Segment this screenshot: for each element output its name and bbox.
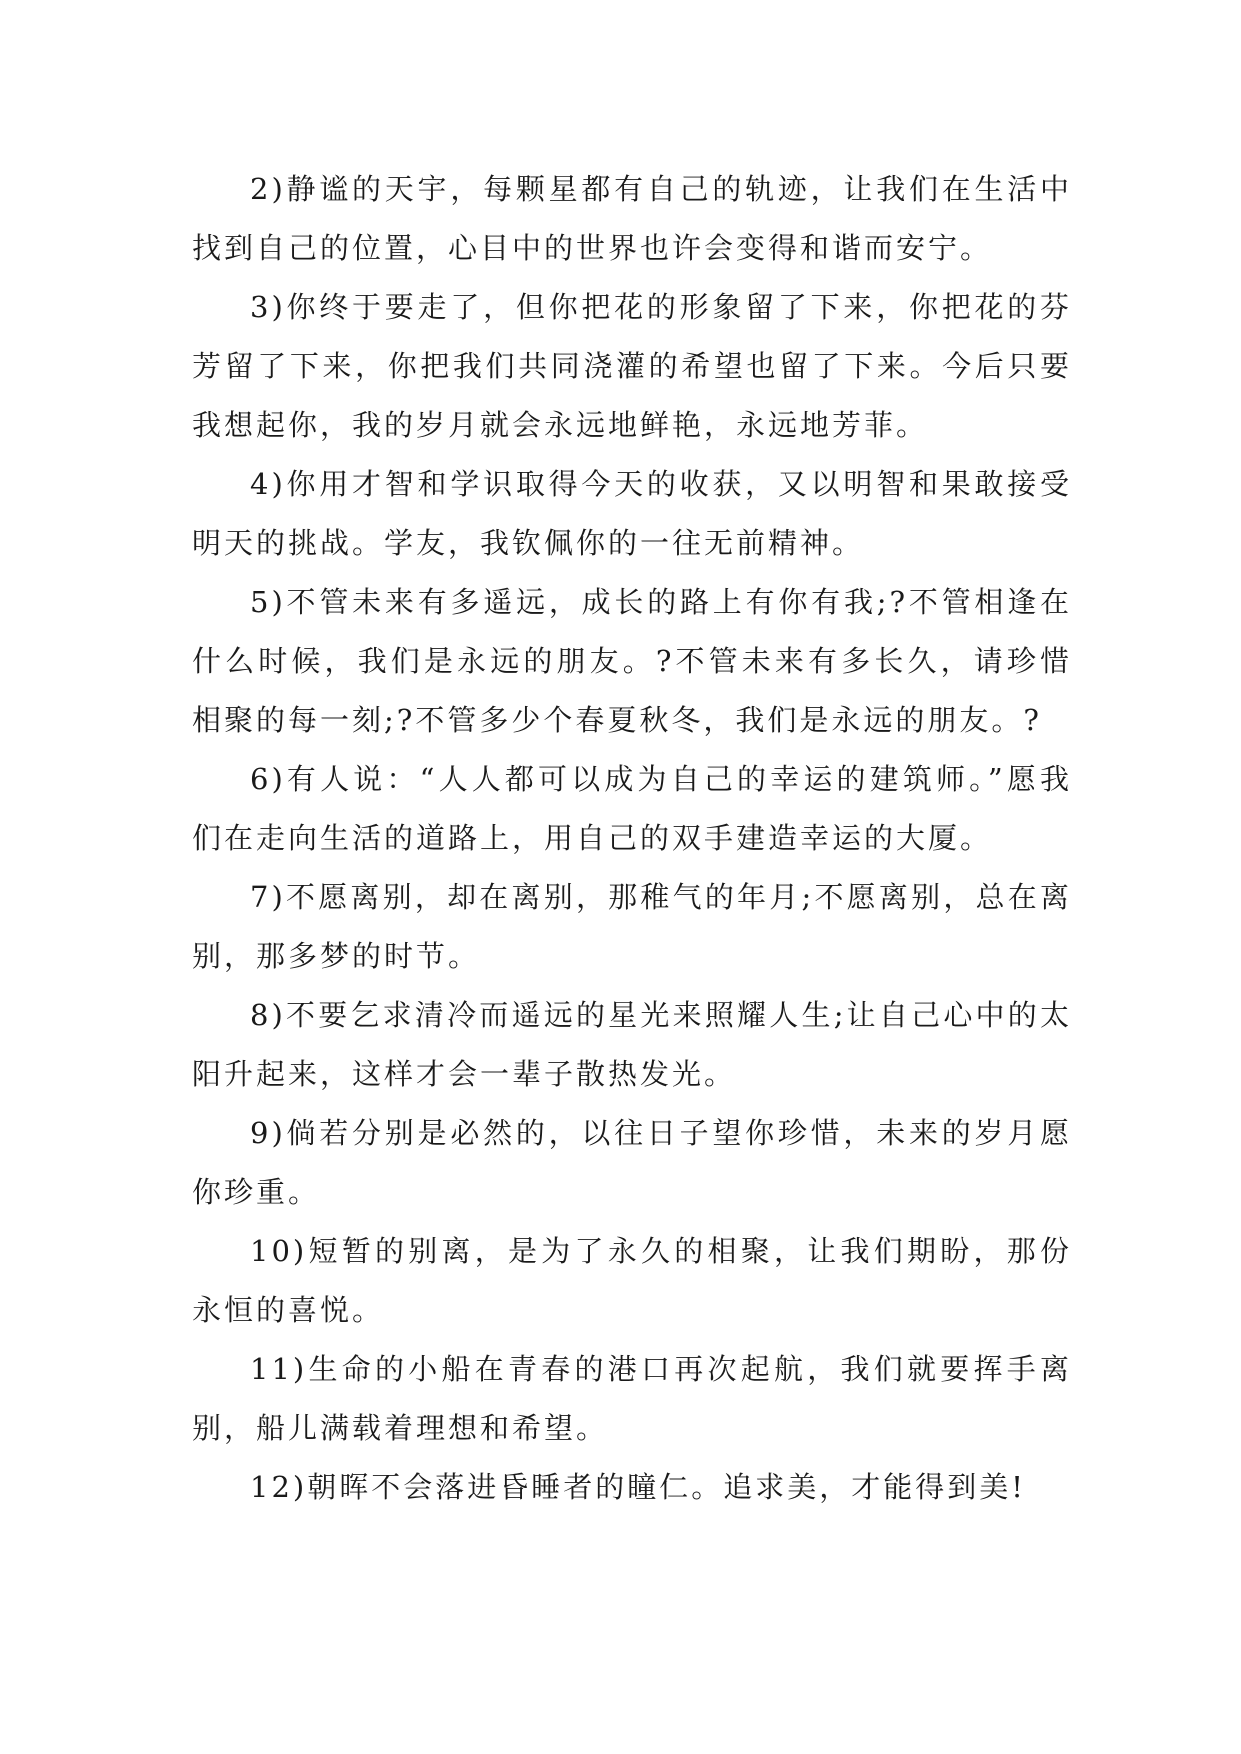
paragraph-5: 5)不管未来有多遥远，成长的路上有你有我;?不管相逢在什么时候，我们是永远的朋友。?不管未来有多长久，请珍惜相聚的每一刻;?不管多少个春夏秋冬，我们是永远的朋友。? (192, 585, 1072, 737)
paragraph-4: 4)你用才智和学识取得今天的收获，又以明智和果敢接受明天的挑战。学友，我钦佩你的一往无前精神。 (192, 467, 1072, 560)
paragraph-10: 10)短暂的别离，是为了永久的相聚，让我们期盼，那份永恒的喜悦。 (192, 1234, 1072, 1327)
paragraph-9: 9)倘若分别是必然的，以往日子望你珍惜，未来的岁月愿你珍重。 (192, 1116, 1072, 1209)
paragraph-6: 6)有人说：“人人都可以成为自己的幸运的建筑师。”愿我们在走向生活的道路上，用自己的双手建造幸运的大厦。 (192, 762, 1072, 855)
paragraph-2: 2)静谧的天宇，每颗星都有自己的轨迹，让我们在生活中找到自己的位置，心目中的世界也许会变得和谐而安宁。 (192, 172, 1072, 265)
document-body (192, 160, 1072, 1517)
paragraph-7: 7)不愿离别，却在离别，那稚气的年月;不愿离别，总在离别，那多梦的时节。 (192, 880, 1072, 973)
paragraph-11: 11)生命的小船在青春的港口再次起航，我们就要挥手离别，船儿满载着理想和希望。 (192, 1352, 1072, 1445)
paragraph-8: 8)不要乞求清冷而遥远的星光来照耀人生;让自己心中的太阳升起来，这样才会一辈子散热发光。 (192, 998, 1072, 1091)
paragraph-12: 12)朝晖不会落进昏睡者的瞳仁。追求美，才能得到美! (250, 1470, 1026, 1504)
paragraph-3: 3)你终于要走了，但你把花的形象留了下来，你把花的芬芳留了下来，你把我们共同浇灌的希望也留了下来。今后只要我想起你，我的岁月就会永远地鲜艳，永远地芳菲。 (192, 290, 1072, 442)
